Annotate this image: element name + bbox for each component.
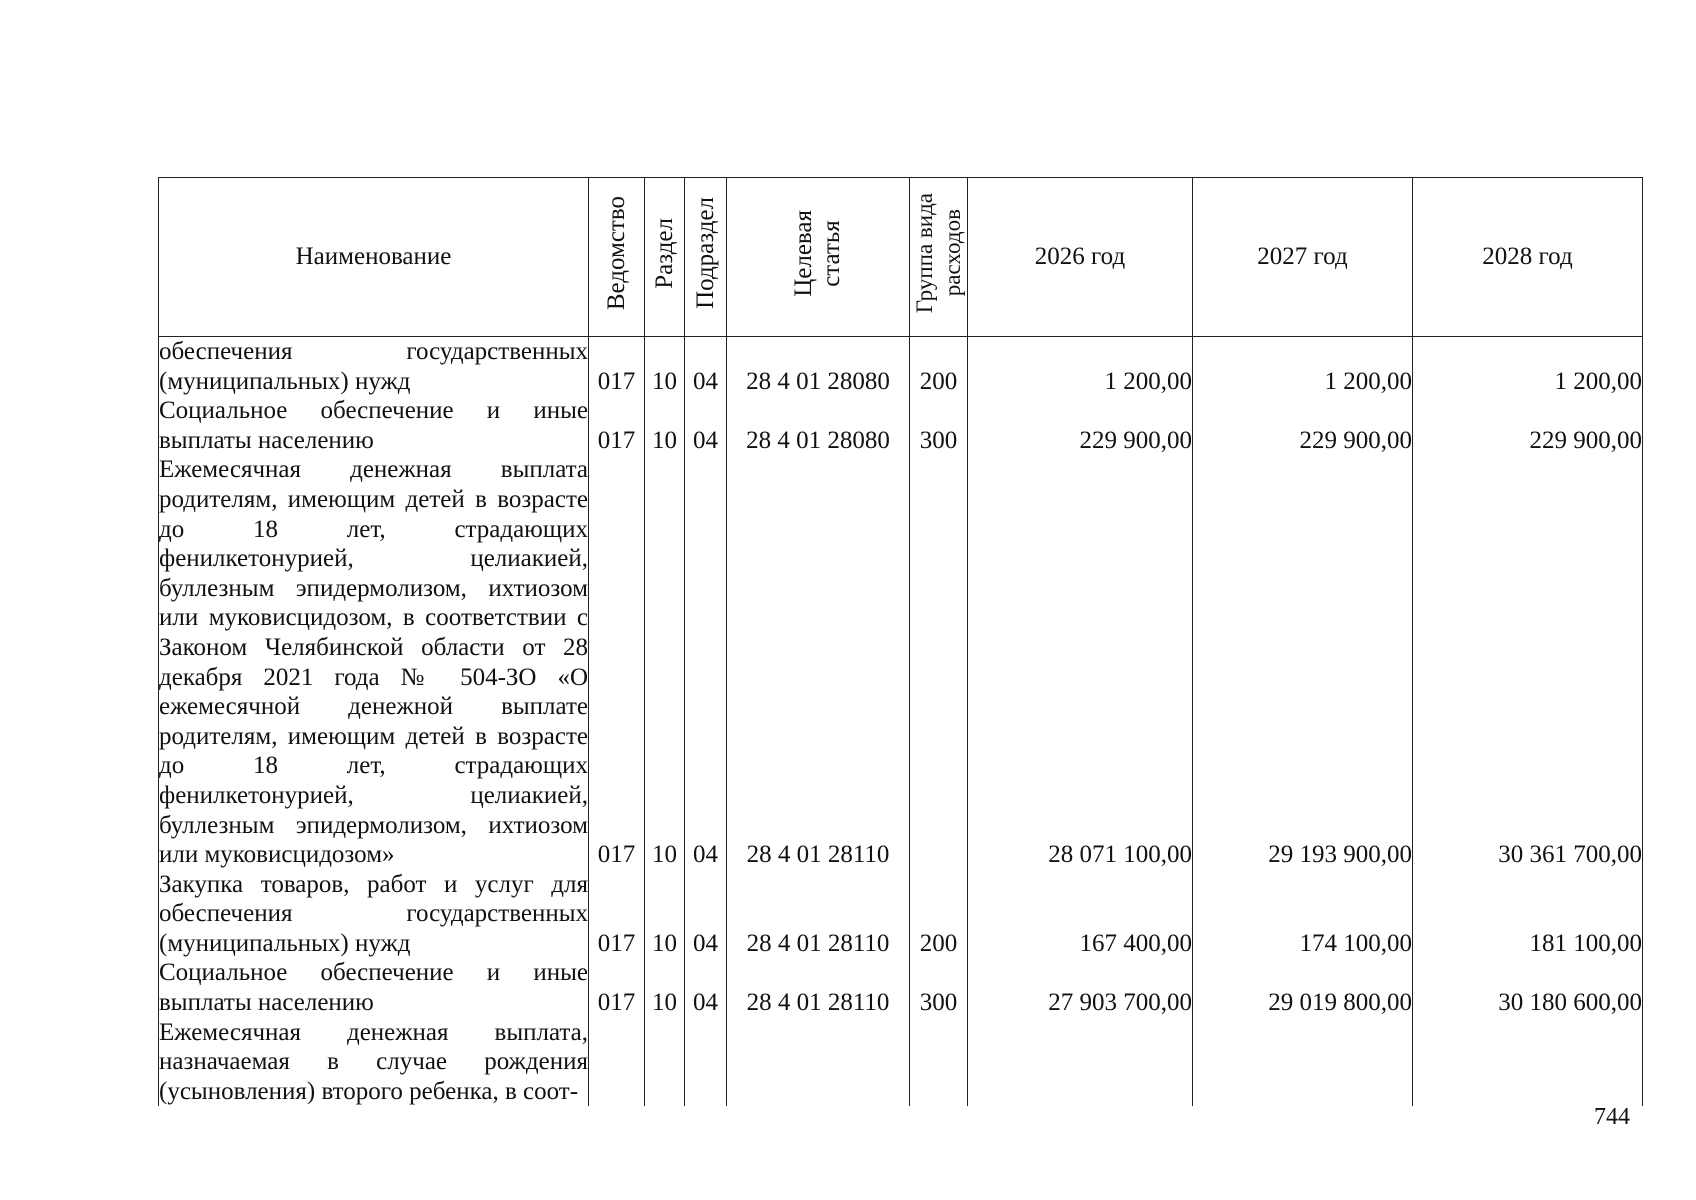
row-2026: 1 200,00 [968, 337, 1193, 397]
row-vedomstvo: 017 [589, 455, 645, 869]
row-target: 28 4 01 28080 [727, 337, 910, 397]
row-2028 [1413, 1018, 1643, 1107]
row-vedomstvo: 017 [589, 958, 645, 1017]
row-group [910, 455, 968, 869]
header-name: Наименование [159, 178, 589, 337]
row-2026: 167 400,00 [968, 870, 1193, 959]
table-row [159, 396, 1643, 455]
row-target: 28 4 01 28110 [727, 870, 910, 959]
row-name: Ежемесячная денежная выплата, назначаемая в случае рождения (усыновления) второго ребенка, в соот- [159, 1018, 588, 1105]
table-row [159, 1018, 1643, 1107]
row-podrazdel: 04 [685, 337, 727, 397]
row-2026: 28 071 100,00 [968, 455, 1193, 869]
header-2026: 2026 год [968, 178, 1193, 337]
row-target: 28 4 01 28110 [727, 455, 910, 869]
header-group-line1: Группа вида [911, 193, 937, 314]
table-header [159, 178, 1643, 337]
row-group: 300 [910, 396, 968, 455]
row-name: обеспечения государственных (муниципальных) нужд [159, 338, 588, 395]
table-row [159, 870, 1643, 959]
row-target: 28 4 01 28080 [727, 396, 910, 455]
row-podrazdel: 04 [685, 958, 727, 1017]
row-2028: 30 180 600,00 [1413, 958, 1643, 1017]
row-2027: 174 100,00 [1193, 870, 1413, 959]
table-row [159, 958, 1643, 1017]
row-2028: 181 100,00 [1413, 870, 1643, 959]
row-2028: 229 900,00 [1413, 396, 1643, 455]
header-target-line2: статья [818, 219, 845, 287]
row-group: 300 [910, 958, 968, 1017]
row-podrazdel [685, 1018, 727, 1107]
row-2027: 29 019 800,00 [1193, 958, 1413, 1017]
header-target [727, 178, 910, 337]
row-vedomstvo: 017 [589, 337, 645, 397]
header-2027: 2027 год [1193, 178, 1413, 337]
row-name: Ежемесячная денежная выплата родителям, имеющим детей в возрасте до 18 лет, страдающих фенилкетонурией, целиакией, буллезным эпидермолизом, ихтиозом или муковисцидозом, в соответствии с Законом Челябинской области от 28 декабря 2021 года № 504-ЗО «О ежемесячной денежной выплате родителям, имеющим детей в возрасте до 18 лет, страдающих фенилкетонурией, целиакией, буллезным эпидермолизом, ихтиозом или муковисцидозом» [159, 456, 588, 869]
header-target-line1: Целевая [790, 209, 817, 297]
row-razdel: 10 [645, 958, 685, 1017]
page-number: 744 [1594, 1104, 1630, 1130]
row-vedomstvo [589, 1018, 645, 1107]
header-row [159, 178, 1643, 337]
row-razdel: 10 [645, 396, 685, 455]
row-razdel [645, 1018, 685, 1107]
row-razdel: 10 [645, 455, 685, 869]
table-row [159, 337, 1643, 397]
row-2026 [968, 1018, 1193, 1107]
header-group-line2: расходов [939, 209, 965, 297]
row-podrazdel: 04 [685, 396, 727, 455]
row-vedomstvo: 017 [589, 396, 645, 455]
row-2027: 29 193 900,00 [1193, 455, 1413, 869]
row-razdel: 10 [645, 337, 685, 397]
row-razdel: 10 [645, 870, 685, 959]
table-row [159, 455, 1643, 869]
row-2027 [1193, 1018, 1413, 1107]
row-target [727, 1018, 910, 1107]
row-name: Закупка товаров, работ и услуг для обеспечения государственных (муниципальных) нужд [159, 870, 588, 957]
row-vedomstvo: 017 [589, 870, 645, 959]
table-body [159, 337, 1643, 1107]
row-group: 200 [910, 870, 968, 959]
row-name: Социальное обеспечение и иные выплаты населению [159, 959, 588, 1017]
row-group: 200 [910, 337, 968, 397]
row-group [910, 1018, 968, 1107]
header-podrazdel: Подраздел [685, 178, 727, 337]
row-2027: 1 200,00 [1193, 337, 1413, 397]
header-vedomstvo: Ведомство [589, 178, 645, 337]
row-2028: 30 361 700,00 [1413, 455, 1643, 869]
budget-table [158, 177, 1643, 1106]
row-podrazdel: 04 [685, 455, 727, 869]
row-2027: 229 900,00 [1193, 396, 1413, 455]
header-group [910, 178, 968, 337]
header-razdel: Раздел [645, 178, 685, 337]
row-2026: 229 900,00 [968, 396, 1193, 455]
header-2028: 2028 год [1413, 178, 1643, 337]
row-target: 28 4 01 28110 [727, 958, 910, 1017]
row-name: Социальное обеспечение и иные выплаты населению [159, 397, 588, 454]
row-2026: 27 903 700,00 [968, 958, 1193, 1017]
row-podrazdel: 04 [685, 870, 727, 959]
row-2028: 1 200,00 [1413, 337, 1643, 397]
